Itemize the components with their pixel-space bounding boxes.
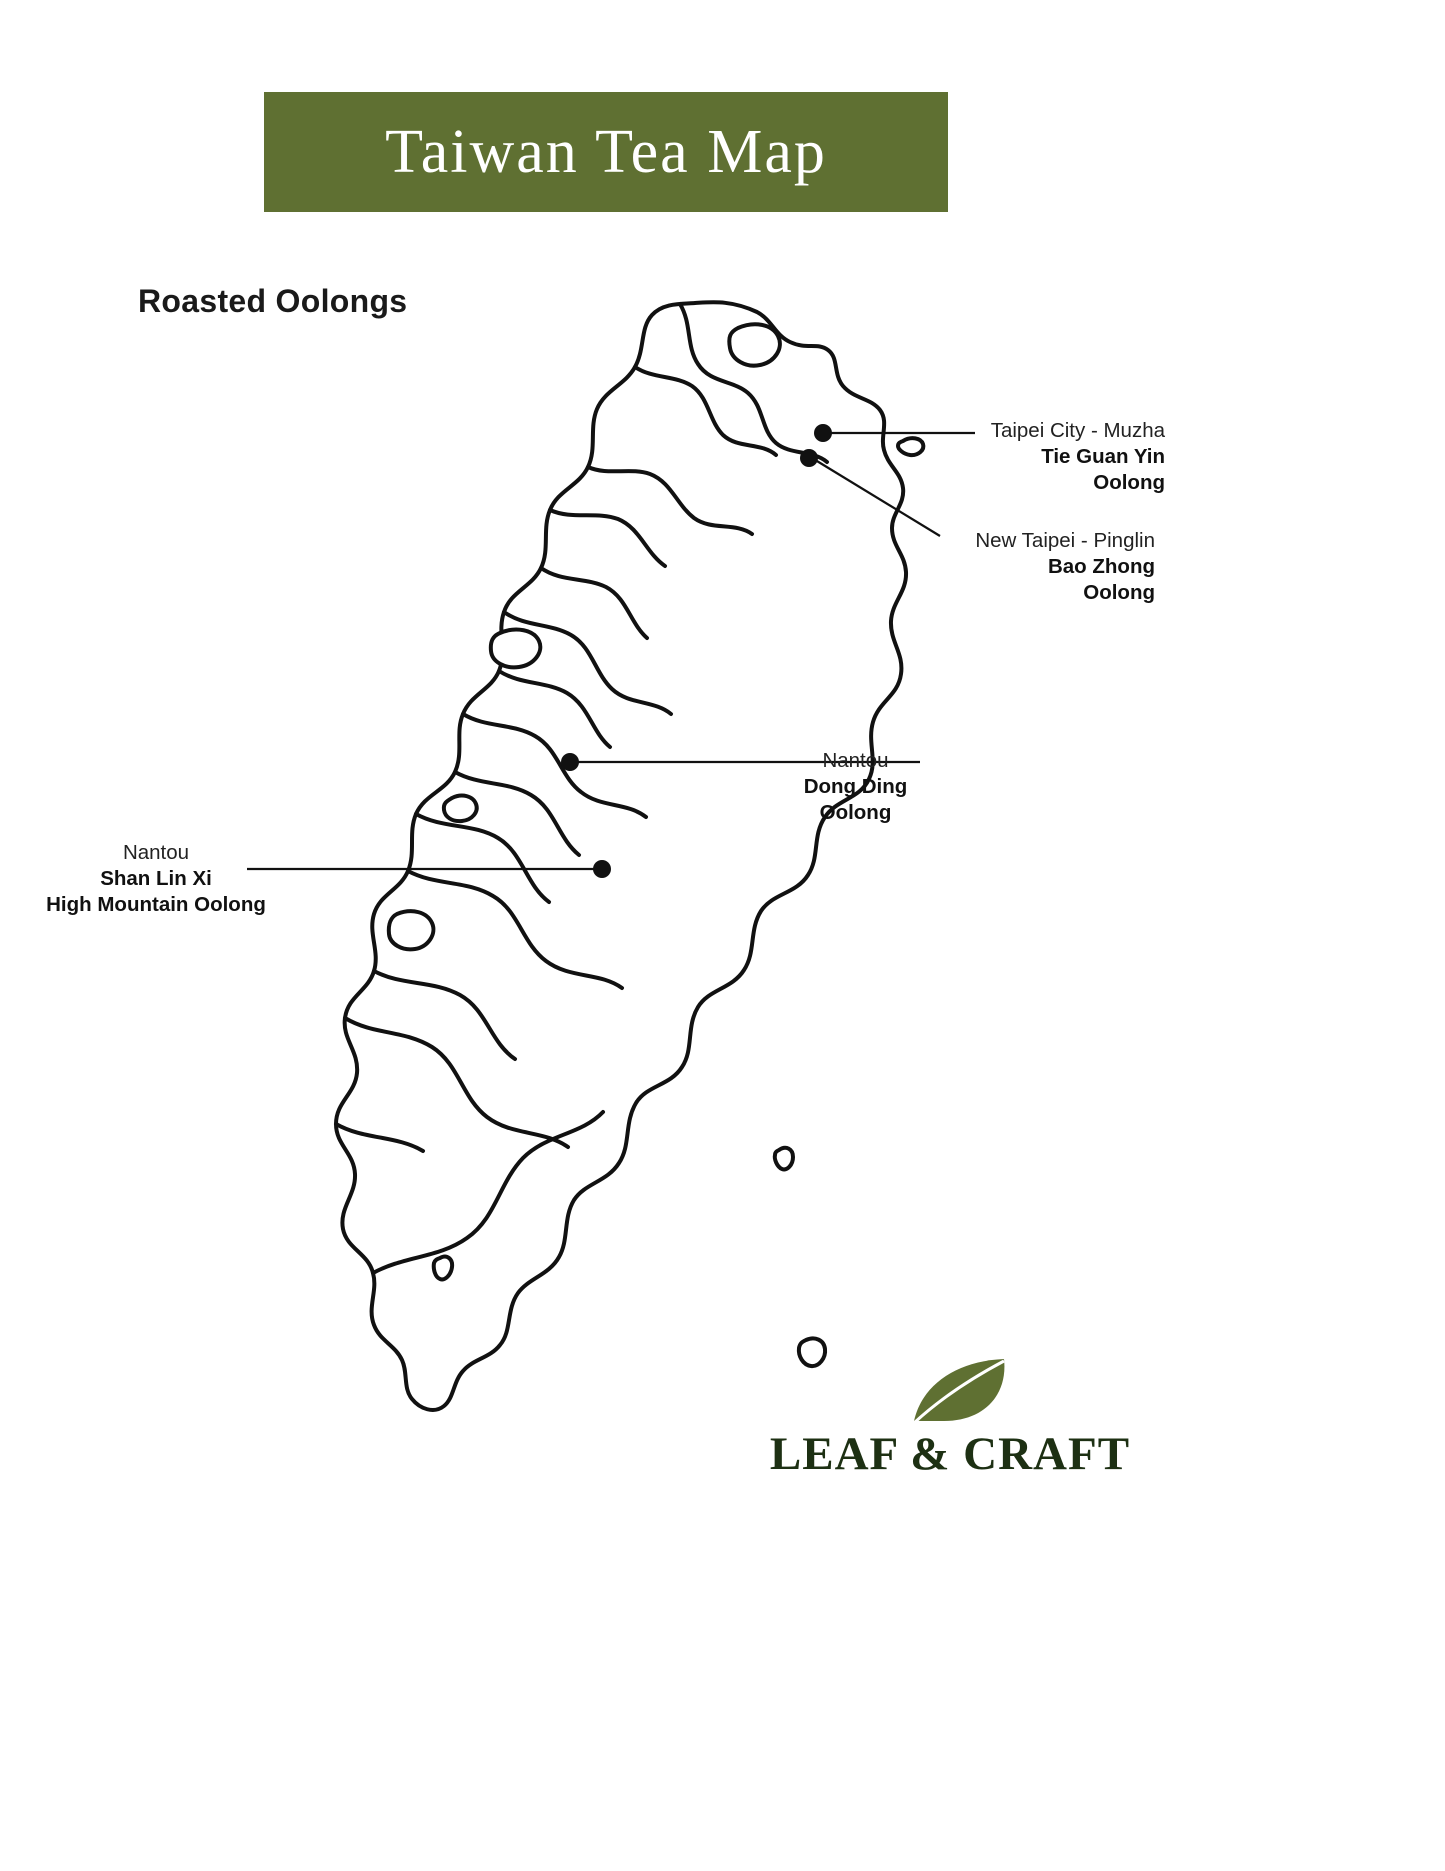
annotation-label-pinglin [700, 528, 1155, 607]
annotation-tea-pinglin-line2: Oolong [1083, 581, 1155, 605]
annotation-label-muzha [700, 418, 1165, 497]
annotation-region-muzha: Taipei City - Muzha [990, 419, 1165, 442]
annotation-tea-dongding-line2: Oolong [819, 801, 892, 825]
brand-name: LEAF & CRAFT [769, 1428, 1131, 1480]
annotation-tea-dongding-line1: Dong Ding [803, 775, 908, 799]
brand-logo [760, 1355, 1140, 1515]
annotation-label-dongding [700, 748, 1011, 827]
enclave-north [729, 324, 780, 365]
leaf-icon [900, 1355, 1020, 1427]
islet-penghu-small [434, 1257, 452, 1280]
annotation-tea-shanlinxi-line2: High Mountain Oolong [46, 893, 266, 917]
annotation-region-pinglin: New Taipei - Pinglin [975, 529, 1155, 552]
page-title: Taiwan Tea Map [385, 118, 827, 186]
enclave-west [444, 796, 477, 822]
annotation-region-shanlinxi: Nantou [122, 841, 190, 864]
enclave-southwest [389, 911, 434, 949]
annotation-tea-pinglin-line1: Bao Zhong [1047, 555, 1155, 579]
annotation-label-shanlinxi [30, 840, 282, 919]
islet-green-island [775, 1148, 793, 1170]
section-heading: Roasted Oolongs [138, 283, 408, 319]
enclave-central [491, 630, 540, 668]
annotation-region-dongding: Nantou [822, 749, 889, 772]
annotation-tea-muzha-line2: Oolong [1093, 471, 1165, 495]
annotation-tea-muzha-line1: Tie Guan Yin [1041, 445, 1165, 469]
annotation-tea-shanlinxi-line1: Shan Lin Xi [100, 867, 212, 891]
title-banner [264, 92, 948, 212]
